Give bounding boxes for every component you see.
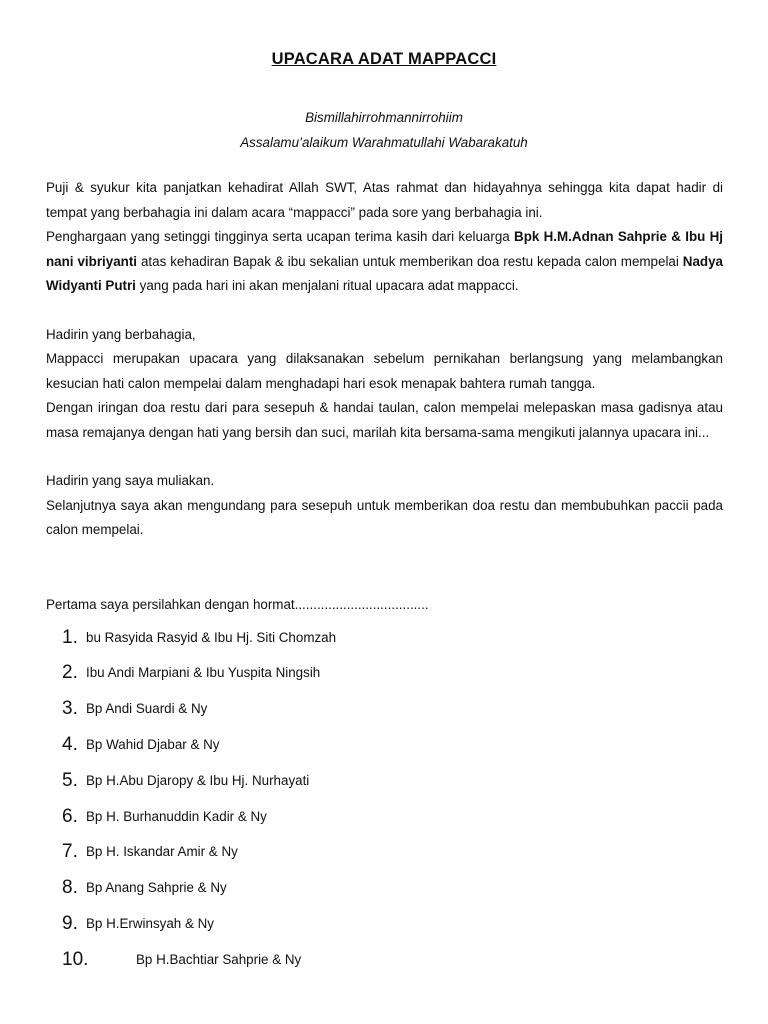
list-number: 3. (62, 698, 78, 720)
list-name: Bp H.Bachtiar Sahprie & Ny (136, 951, 302, 967)
paragraph-address-2: Hadirin yang saya muliakan. (46, 473, 215, 488)
salam-line: Assalamu’alaikum Warahmatullahi Wabarakatuh (240, 135, 528, 150)
list-number: 10. (62, 948, 89, 970)
list-name: Bp H.Erwinsyah & Ny (86, 916, 214, 932)
elders-list (62, 620, 336, 978)
list-name: Bp H. Burhanuddin Kadir & Ny (86, 808, 267, 824)
paragraph-appreciation (46, 225, 723, 299)
family-name: Bpk H.M.Adnan Sahprie & Ibu Hj nani vibriyanti (46, 229, 724, 269)
list-name: Bp H.Abu Djaropy & Ibu Hj. Nurhayati (86, 772, 310, 788)
list-item (62, 835, 336, 871)
list-item (62, 763, 336, 799)
opening-greeting (0, 105, 768, 155)
list-name: Bp Anang Sahprie & Ny (86, 880, 227, 896)
list-number: 5. (62, 769, 78, 791)
list-name: Bp Wahid Djabar & Ny (86, 737, 220, 753)
list-number: 8. (62, 877, 78, 899)
paragraph-gratitude: Puji & syukur kita panjatkan kehadirat Allah SWT, Atas rahmat dan hidayahnya sehingga kita dapat hadir di tempat yang berbahagia ini dalam acara “mappacci” pada sore yang berbahagia ini. (46, 180, 723, 220)
list-item (62, 942, 336, 978)
document-title: UPACARA ADAT MAPPACCI (271, 50, 497, 68)
paragraph-gap (46, 299, 723, 323)
paragraph-invitation-elders: Selanjutnya saya akan mengundang para sesepuh untuk memberikan doa restu dan membubuhkan paccii pada calon mempelai. (46, 497, 723, 537)
appreciation-text-2: atas kehadiran Bapak & ibu sekalian untuk memberikan doa restu kepada calon mempelai (137, 253, 683, 269)
list-number: 7. (62, 841, 78, 863)
list-item (62, 871, 336, 907)
list-name: Bp Andi Suardi & Ny (86, 701, 208, 717)
basmalah-line: Bismillahirrohmannirrohiim (305, 110, 463, 125)
list-item (62, 620, 336, 656)
paragraph-blessing: Dengan iringan doa restu dari para sesepuh & handai taulan, calon mempelai melepaskan masa gadisnya atau masa remajanya dengan hati yang bersih dan suci, marilah kita bersama-sama mengikuti jalannya upacara ini... (46, 400, 723, 440)
list-item (62, 692, 336, 728)
list-item (62, 799, 336, 835)
list-name: bu Rasyida Rasyid & Ibu Hj. Siti Chomzah (86, 629, 337, 645)
list-number: 4. (62, 734, 78, 756)
list-item (62, 656, 336, 692)
list-number: 1. (62, 626, 78, 648)
bride-name: Nadya Widyanti Putri (46, 253, 723, 293)
list-number: 9. (62, 913, 78, 935)
list-name: Ibu Andi Marpiani & Ibu Yuspita Ningsih (86, 665, 321, 681)
appreciation-text-3: yang pada hari ini akan menjalani ritual upacara adat mappacci. (135, 278, 519, 293)
list-item (62, 906, 336, 942)
paragraph-gap (46, 445, 723, 469)
list-name: Bp H. Iskandar Amir & Ny (86, 844, 238, 860)
paragraph-mappacci-meaning: Mappacci merupakan upacara yang dilaksanakan sebelum pernikahan berlangsung yang melambangkan kesucian hati calon mempelai dalam menghadapi hari esok menapak bahtera rumah tangga. (46, 351, 723, 391)
appreciation-text-1: Penghargaan yang setinggi tingginya serta ucapan terima kasih dari keluarga (46, 229, 515, 244)
list-number: 6. (62, 805, 78, 827)
list-item (62, 727, 336, 763)
invitation-line: Pertama saya persilahkan dengan hormat.................................... (46, 597, 429, 612)
list-number: 2. (62, 662, 78, 684)
paragraph-address-1: Hadirin yang berbahagia, (46, 326, 196, 342)
document-body (46, 176, 723, 543)
